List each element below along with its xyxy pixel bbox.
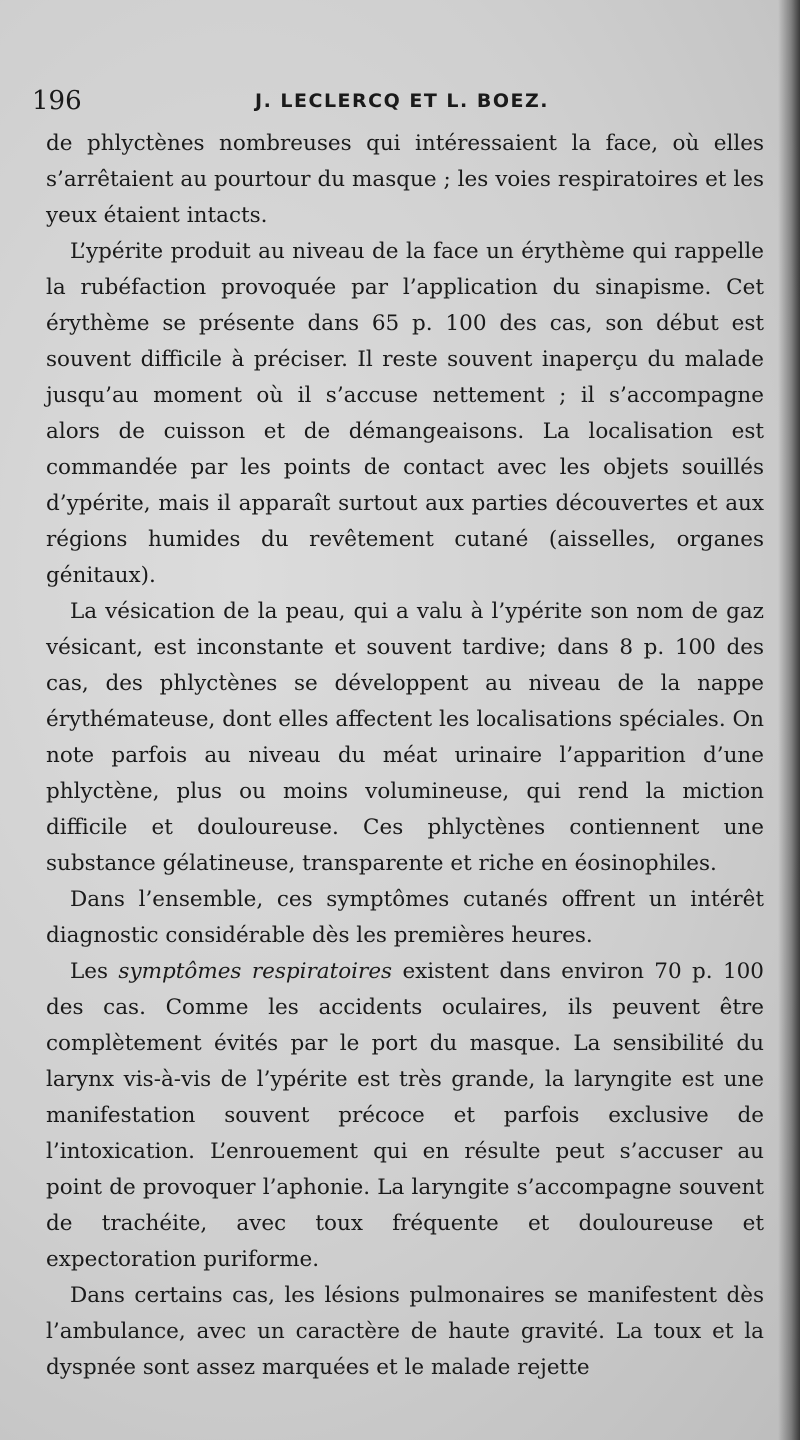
- page-number: 196: [32, 86, 82, 116]
- paragraph-5: [46, 954, 764, 1278]
- paragraph-1: de phlyctènes nombreuses qui intéressaient la face, où elles s’arrêtaient au pourtour du masque ; les voies respiratoires et les yeux étaient intacts.: [46, 131, 764, 228]
- paragraph-6: Dans certains cas, les lésions pulmonaires se manifestent dès l’ambulance, avec un caractère de haute gravité. La toux et la dyspnée sont assez marquées et le malade rejette: [46, 1283, 764, 1380]
- paragraph-2: L’ypérite produit au niveau de la face un érythème qui rappelle la rubéfaction provoquée par l’application du sinapisme. Cet érythème se présente dans 65 p. 100 des cas, son début est souvent difficile à préciser. Il reste souvent inaperçu du malade jusqu’au moment où il s’accuse nettement ; il s’accompagne alors de cuisson et de démangeaisons. La localisation est commandée par les points de contact avec les objets souillés d’ypérite, mais il apparaît surtout aux parties découvertes et aux régions humides du revêtement cutané (aisselles, organes génitaux).: [46, 239, 764, 588]
- paragraph-3: La vésication de la peau, qui a valu à l’ypérite son nom de gaz vésicant, est inconstante et souvent tardive; dans 8 p. 100 des cas, des phlyctènes se développent au niveau de la nappe érythémateuse, dont elles affectent les localisations spéciales. On note parfois au niveau du méat urinaire l’apparition d’une phlyctène, plus ou moins volumineuse, qui rend la miction difficile et douloureuse. Ces phlyctènes contiennent une substance gélatineuse, transparente et riche en éosinophiles.: [46, 599, 764, 876]
- body-text: [46, 126, 764, 1386]
- page-header: [32, 84, 772, 120]
- paragraph-5-italic: symptômes respiratoires: [118, 959, 393, 984]
- paragraph-4: Dans l’ensemble, ces symptômes cutanés offrent un intérêt diagnostic considérable dès les premières heures.: [46, 887, 764, 948]
- running-head: J. LECLERCQ ET L. BOEZ.: [255, 90, 549, 112]
- paragraph-5-rest: existent dans environ 70 p. 100 des cas. Comme les accidents oculaires, ils peuvent être complètement évités par le port du masque. La sensibilité du larynx vis-à-vis de l’ypérite est très grande, la laryngite est une manifestation souvent précoce et parfois exclusive de l’intoxication. L’enrouement qui en résulte peut s’accuser au point de provoquer l’aphonie. La laryngite s’accompagne souvent de trachéite, avec toux fréquente et douloureuse et expectoration puriforme.: [46, 959, 764, 1272]
- paragraph-5-lead: Les: [70, 959, 119, 984]
- page-edge-shadow: [778, 0, 800, 1440]
